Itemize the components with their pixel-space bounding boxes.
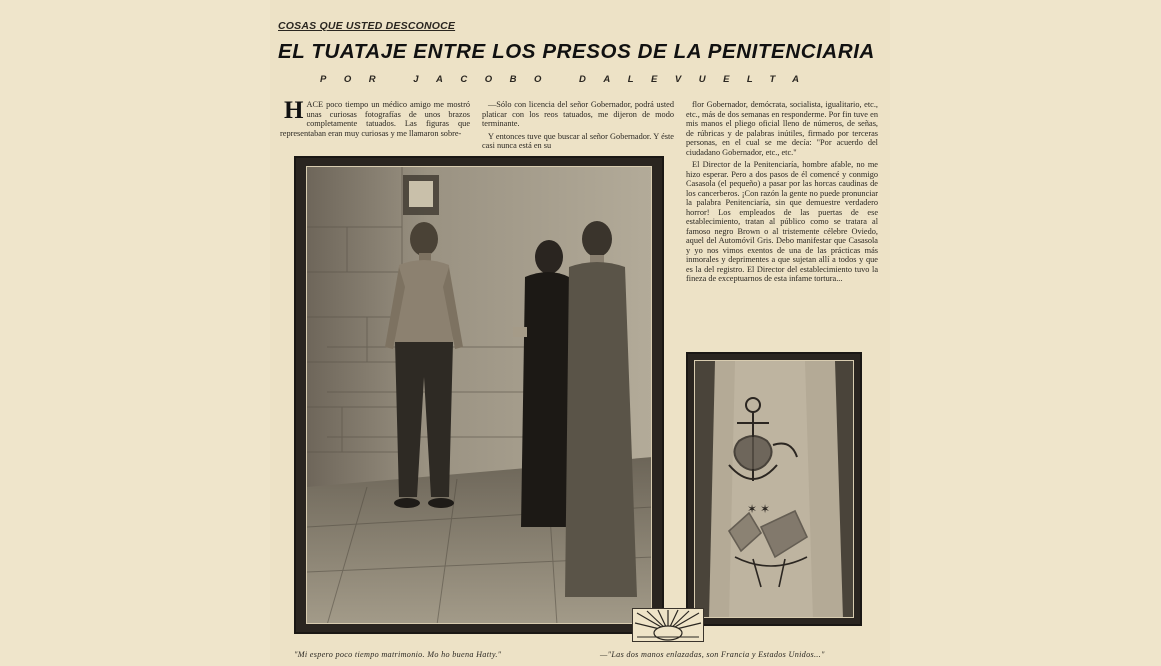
prisoner-photo-image	[307, 167, 652, 624]
caption-left: "Mi espero poco tiempo matrimonio. Mo ho buena Hatty."	[294, 650, 502, 659]
prisoner-photo	[306, 166, 652, 624]
column-1-paragraph: ACE poco tiempo un médico amigo me mostró unas curiosas fotografías de unos brazos completamente tatuados. Las figuras que representaban eran muy curiosas y me llamaron sobre-	[280, 100, 470, 138]
column-3-paragraph-2: El Director de la Penitenciaría, hombre afable, no me hizo esperar. Pero a dos pasos de él comencé y conmigo Casasola (el pequeño) a pasar por las horcas caudinas de los cancerberos. ¡Con razón la gente no puede pronunciar la palabra Penitenciaría, sin que demuestre verdadero horror! Los empleados de las puertas de ese establecimiento, tratan al público como se tratara al famoso negro Brown o al tristemente célebre Oviedo, aquel del Automóvil Gris. Debo manifestar que Casasola y yo nos vimos exentos de una de las prácticas más inmorales y deprimentes a que sujetan allí a todos y que es la del registro. El Director del establecimiento tuvo la fineza de exceptuarnos de esta infame tortura...	[686, 160, 878, 283]
article-title: EL TUATAJE ENTRE LOS PRESOS DE LA PENITENCIARIA	[278, 40, 875, 63]
svg-text:✶ ✶: ✶ ✶	[747, 502, 771, 516]
column-3-paragraph-1: flor Gobernador, demócrata, socialista, igualitario, etc., etc., más de dos semanas en responderme. Por fin tuve en mis manos el pliego oficial lleno de números, de señas, de rúbricas y de palabras inútiles, firmado por terceras personas, en el cual se me decía: "Por acuerdo del ciudadano Gobernador, etc., etc."	[686, 100, 878, 157]
tattooed-arm-image	[695, 361, 854, 618]
drop-cap: H	[284, 97, 304, 124]
column-2-paragraph-2: Y entonces tuve que buscar al señor Gobernador. Y éste casi nunca está en su	[482, 131, 674, 150]
section-kicker: COSAS QUE USTED DESCONOCE	[278, 20, 456, 32]
sunburst-icon	[633, 609, 703, 641]
caption-right: —"Las dos manos enlazadas, son Francia y Estados Unidos..."	[600, 650, 825, 659]
sunburst-ornament	[632, 608, 704, 642]
column-3	[686, 100, 878, 287]
byline: POR JACOBO DALEVUELTA	[320, 74, 817, 85]
tattoo-photo	[694, 360, 854, 618]
column-1	[280, 97, 470, 141]
column-2-paragraph-1: —Sólo con licencia del señor Gobernador, podrá usted platicar con los reos tatuados, me dijeron de modo terminante.	[482, 100, 674, 128]
column-2	[482, 100, 674, 154]
